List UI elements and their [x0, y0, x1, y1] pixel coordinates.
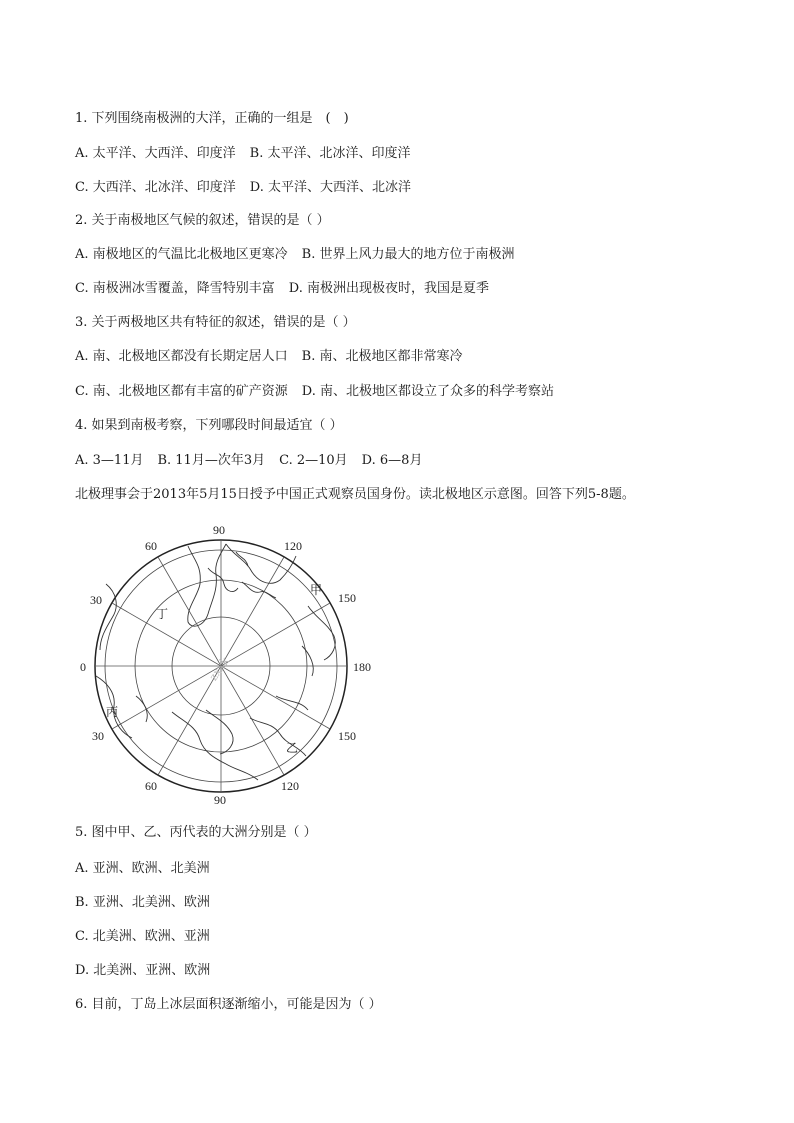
option-c: C. 南、北极地区都有丰富的矿产资源 — [75, 384, 288, 399]
option-c: C. 南极洲冰雪覆盖，降雪特别丰富 — [75, 281, 275, 296]
arctic-map-figure — [76, 526, 376, 808]
option-d: D. 6—8月 — [361, 453, 423, 468]
region-label-bing: 丙 — [106, 705, 119, 719]
option-a: A. 3—11月 — [75, 453, 144, 468]
option-b: B. 11月—次年3月 — [157, 453, 266, 468]
question-5-option-c: C. 北美洲、欧洲、亚洲 — [75, 929, 210, 944]
longitude-label: 0 — [80, 660, 86, 674]
region-label-ding: 丁 — [156, 607, 169, 621]
option-c: C. 大西洋、北冰洋、印度洋 — [75, 180, 236, 195]
question-3-stem: 3. 关于两极地区共有特征的叙述，错误的是（ ） — [75, 315, 356, 330]
question-5-option-b: B. 亚洲、北美洲、欧洲 — [75, 895, 210, 910]
option-b: B. 世界上风力最大的地方位于南极洲 — [301, 247, 515, 262]
longitude-label: 150 — [338, 729, 356, 743]
passage-intro: 北极理事会于2013年5月15日授予中国正式观察员国身份。读北极地区示意图。回答下列5-8题。 — [75, 487, 635, 502]
question-3-options-row-2 — [75, 383, 554, 401]
option-a: A. 南极地区的气温比北极地区更寒冷 — [75, 247, 288, 262]
option-c: C. 2—10月 — [279, 453, 348, 468]
question-5-stem: 5. 图中甲、乙、丙代表的大洲分别是（ ） — [75, 825, 317, 840]
question-6-stem: 6. 目前，丁岛上冰层面积逐渐缩小，可能是因为（ ） — [75, 997, 382, 1012]
question-1-stem: 1. 下列围绕南极洲的大洋，正确的一组是 ( ) — [75, 111, 349, 126]
question-5-option-a: A. 亚洲、欧洲、北美洲 — [75, 861, 210, 876]
longitude-label: 30 — [90, 593, 102, 607]
longitude-label: 150 — [338, 591, 356, 605]
question-4-options — [75, 452, 422, 470]
option-a: A. 南、北极地区都没有长期定居人口 — [75, 349, 288, 364]
question-5-option-d: D. 北美洲、亚洲、欧洲 — [75, 963, 211, 978]
longitude-label: 120 — [281, 779, 299, 793]
longitude-label: 120 — [284, 539, 302, 553]
longitude-label: 90 — [213, 526, 225, 537]
question-1-options-row-2 — [75, 179, 411, 197]
question-2-options-row-1 — [75, 246, 514, 264]
longitude-label: 90 — [214, 793, 226, 807]
watermark-text: zxxk — [205, 653, 233, 684]
longitude-label: 180 — [353, 660, 371, 674]
region-label-jia: 甲 — [310, 583, 323, 597]
option-d: D. 南极洲出现极夜时，我国是夏季 — [288, 281, 489, 296]
option-a: A. 太平洋、大西洋、印度洋 — [75, 146, 236, 161]
longitude-label: 60 — [145, 539, 157, 553]
question-3-options-row-1 — [75, 348, 462, 366]
longitude-label: 60 — [145, 779, 157, 793]
option-d: D. 太平洋、大西洋、北冰洋 — [249, 180, 411, 195]
question-2-options-row-2 — [75, 280, 489, 298]
option-b: B. 南、北极地区都非常寒冷 — [301, 349, 463, 364]
question-1-options-row-1 — [75, 145, 410, 163]
question-2-stem: 2. 关于南极地区气候的叙述，错误的是（ ） — [75, 213, 330, 228]
region-label-yi: 乙 — [286, 741, 299, 755]
option-b: B. 太平洋、北冰洋、印度洋 — [249, 146, 411, 161]
option-d: D. 南、北极地区都设立了众多的科学考察站 — [301, 384, 554, 399]
question-4-stem: 4. 如果到南极考察，下列哪段时间最适宜（ ） — [75, 418, 343, 433]
longitude-label: 30 — [92, 729, 104, 743]
